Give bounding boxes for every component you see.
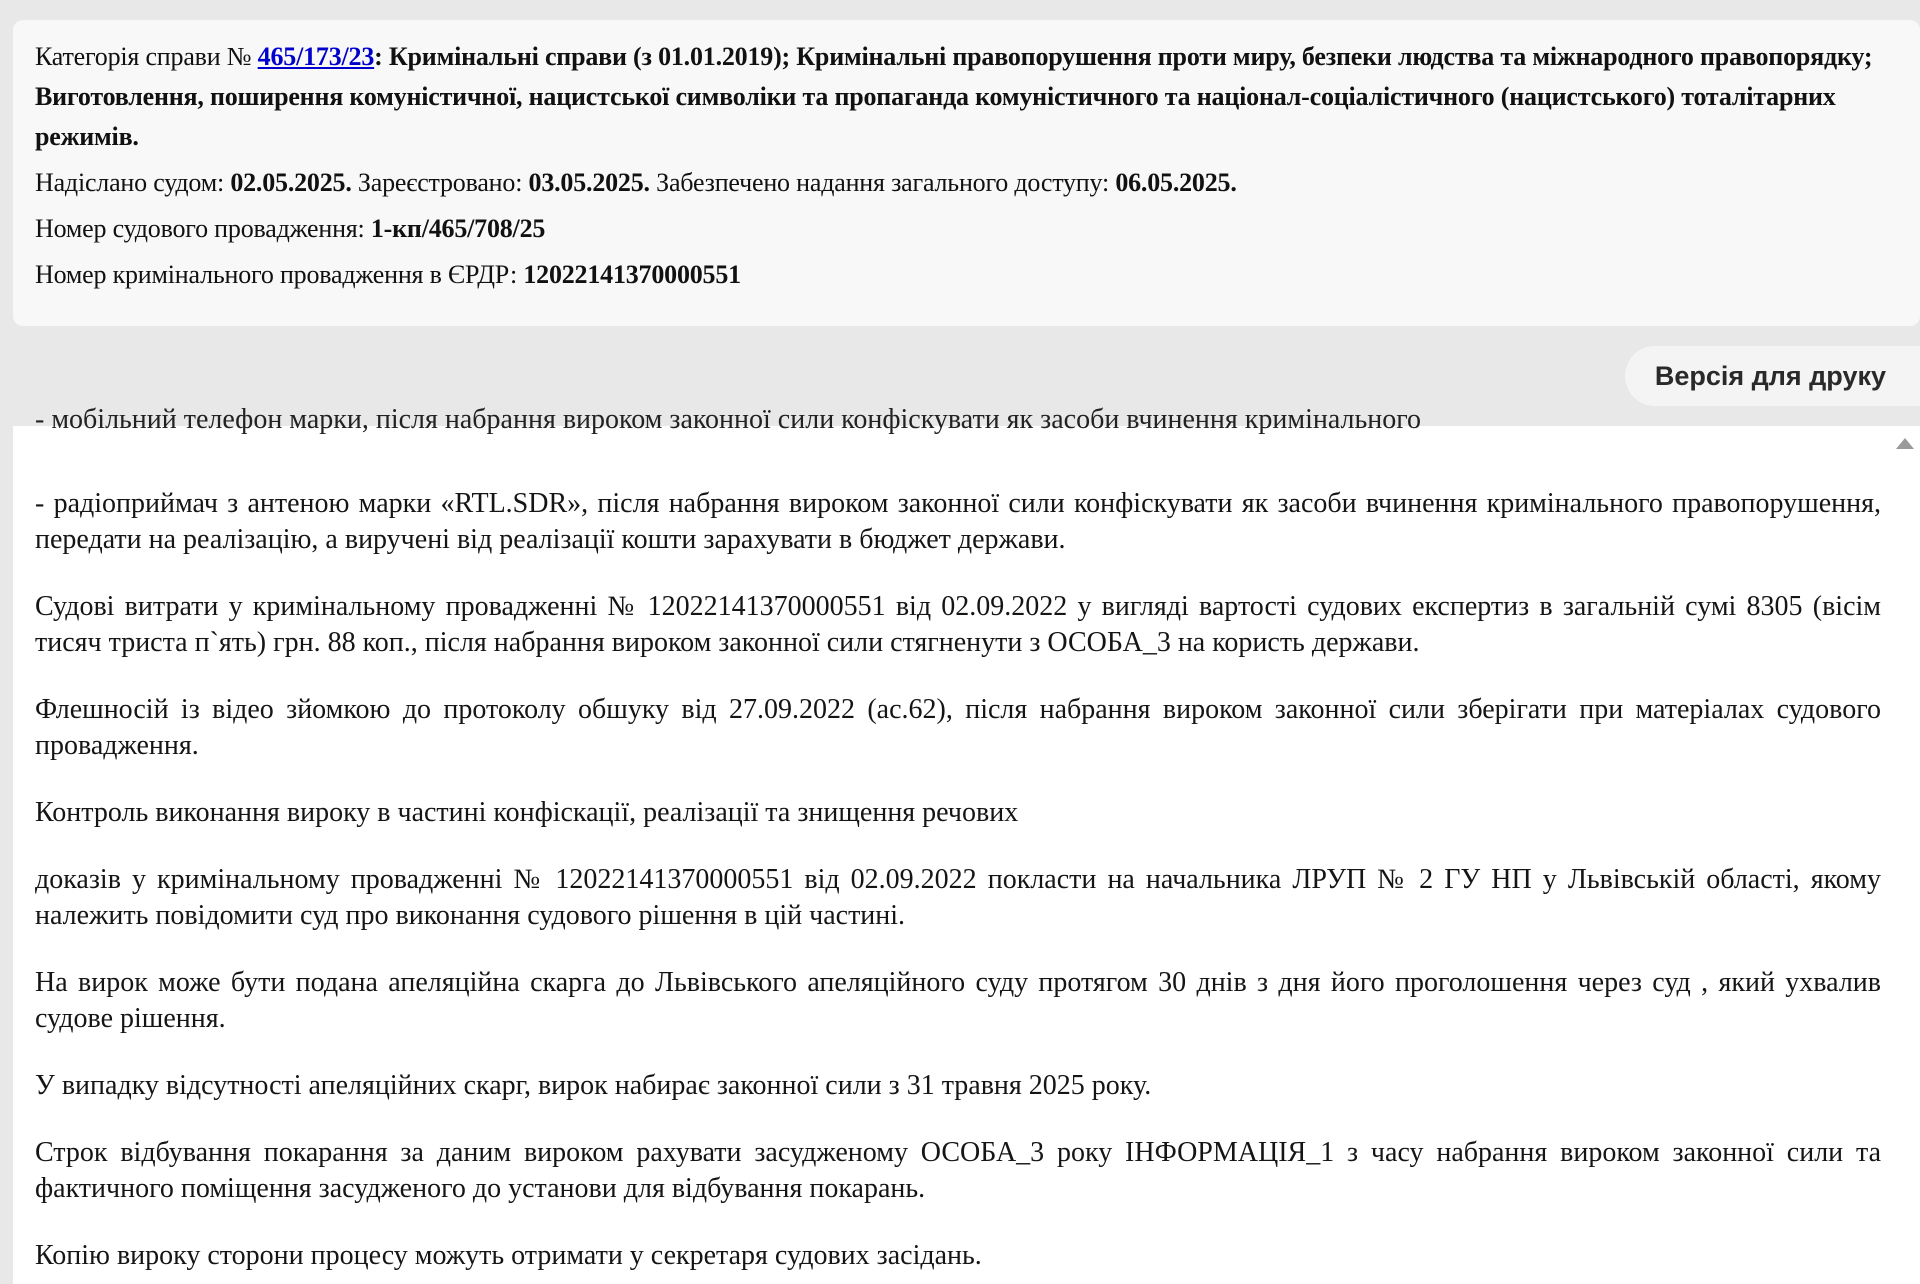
document-paragraph: На вирок може бути подана апеляційна скарга до Львівського апеляційного суду протягом 30 днів з дня його проголошення через суд , який ухвалив судове рішення. [35, 967, 1881, 1034]
court-proceeding-label: Номер судового провадження: [35, 214, 371, 243]
print-version-button[interactable]: Версія для друку [1625, 346, 1920, 406]
criminal-proceeding-label: Номер кримінального провадження в ЄРДР: [35, 260, 524, 289]
document-paragraph: доказів у кримінальному провадженні № 12022141370000551 від 02.09.2022 покласти на начальника ЛРУП № 2 ГУ НП у Львівській області, якому належить повідомити суд про виконання судового рішення в цій частині. [35, 864, 1881, 931]
public-access-date: 06.05.2025. [1115, 168, 1237, 197]
cutoff-text: - мобільний телефон марки, після набрання вироком законної сили конфіскувати як засоби вчинення кримінального [35, 404, 1422, 435]
registered-date: 03.05.2025. [528, 168, 650, 197]
scroll-up-arrow-icon[interactable] [1896, 438, 1914, 449]
document-paragraph: Строк відбування покарання за даним вироком рахувати засудженому ОСОБА_3 року ІНФОРМАЦІЯ_1 з часу набрання вироком законної сили та фактичного поміщення засудженого до установи для відбування покарань. [35, 1137, 1881, 1204]
court-proceeding-line [35, 209, 1898, 249]
case-number-link[interactable]: 465/173/23 [257, 42, 375, 71]
criminal-proceeding-number: 12022141370000551 [523, 260, 741, 289]
document-paragraph: У випадку відсутності апеляційних скарг, вирок набирає законної сили з 31 травня 2025 року. [35, 1070, 1152, 1101]
criminal-proceeding-line [35, 255, 1898, 295]
cutoff-text-line [35, 404, 1881, 448]
vertical-scrollbar[interactable] [1890, 426, 1920, 1284]
court-proceeding-number: 1-кп/465/708/25 [370, 214, 546, 243]
case-info-card [13, 20, 1920, 326]
document-paragraph: Копію вироку сторони процесу можуть отримати у секретаря судових засідань. [35, 1240, 982, 1271]
case-category-text: : Кримінальні справи (з 01.01.2019); Кримінальні правопорушення проти миру, безпеки людства та міжнародного правопорядку; Виготовлення, поширення комуністичної, нацистської символіки та пропаганда комуністичного та націонал-соціалістичного (нацистського) тоталітарних режимів. [35, 42, 1873, 151]
registered-label: Зареєстровано: [351, 168, 529, 197]
document-paragraph: Флешносій із відео зйомкою до протоколу обшуку від 27.09.2022 (ас.62), після набрання вироком законної сили зберігати при матеріалах судового провадження. [35, 694, 1881, 761]
case-category-line [35, 37, 1898, 157]
public-access-label: Забезпечено надання загального доступу: [649, 168, 1116, 197]
document-paragraph: Судові витрати у кримінальному провадженні № 12022141370000551 від 02.09.2022 у вигляді вартості судових експертиз в загальній сумі 8305 (вісім тисяч триста п`ять) грн. 88 коп., після набрання вироком законної сили стягненути з ОСОБА_3 на користь держави. [35, 591, 1881, 658]
sent-label: Надіслано судом: [35, 168, 231, 197]
sent-date: 02.05.2025. [230, 168, 352, 197]
document-paragraph: - радіоприймач з антеною марки «RTL.SDR», після набрання вироком законної сили конфіскувати як засоби вчинення кримінального правопорушення, передати на реалізацію, а виручені від реалізації кошти зарахувати в бюджет держави. [35, 488, 1881, 555]
document-paragraph: Контроль виконання вироку в частині конфіскації, реалізації та знищення речових [35, 797, 1019, 828]
case-dates-line [35, 163, 1898, 203]
document-frame[interactable] [13, 404, 1920, 1284]
case-category-prefix: Категорія справи № [35, 42, 258, 71]
document-content [35, 404, 1881, 1274]
